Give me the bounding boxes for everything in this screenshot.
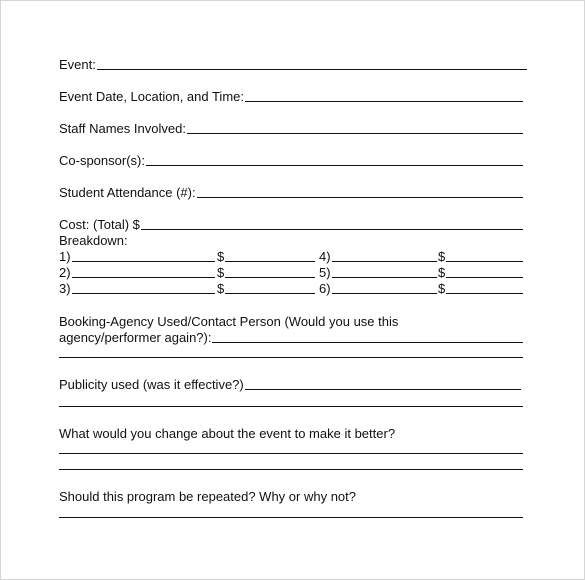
booking-agency-field[interactable] [59, 330, 523, 345]
breakdown-amount-3[interactable]: $ [217, 281, 315, 296]
publicity-field[interactable] [59, 377, 521, 392]
event-field[interactable] [59, 57, 527, 72]
cosponsor-label: Co-sponsor(s): [59, 153, 145, 168]
event-date-blank[interactable] [245, 101, 523, 102]
cosponsor-field[interactable] [59, 153, 523, 168]
staff-names-field[interactable] [59, 121, 523, 136]
change-answer-line-1[interactable] [59, 453, 523, 454]
booking-agency-label: agency/performer again?): [59, 330, 212, 345]
booking-agency-blank-line[interactable] [59, 357, 523, 358]
breakdown-item-4[interactable]: 4) [319, 249, 437, 264]
attendance-blank[interactable] [197, 197, 523, 198]
breakdown-item-1[interactable]: 1) [59, 249, 215, 264]
cost-total-field[interactable] [59, 217, 523, 232]
cost-total-blank[interactable] [141, 229, 523, 230]
cost-total-label: Cost: (Total) $ [59, 217, 140, 232]
booking-agency-blank[interactable] [212, 342, 523, 343]
breakdown-amount-5[interactable]: $ [438, 265, 523, 280]
repeat-question: Should this program be repeated? Why or why not? [59, 489, 357, 504]
event-date-label: Event Date, Location, and Time: [59, 89, 244, 104]
publicity-blank[interactable] [245, 389, 521, 390]
publicity-label: Publicity used (was it effective?) [59, 377, 244, 392]
cosponsor-blank[interactable] [146, 165, 523, 166]
event-blank[interactable] [97, 69, 527, 70]
breakdown-item-2[interactable]: 2) [59, 265, 215, 280]
booking-agency-question: Booking-Agency Used/Contact Person (Would you use this [59, 314, 399, 329]
breakdown-amount-4[interactable]: $ [438, 249, 523, 264]
change-question: What would you change about the event to make it better? [59, 426, 396, 441]
breakdown-item-3[interactable]: 3) [59, 281, 215, 296]
breakdown-amount-6[interactable]: $ [438, 281, 523, 296]
attendance-label: Student Attendance (#): [59, 185, 196, 200]
breakdown-amount-2[interactable]: $ [217, 265, 315, 280]
event-label: Event: [59, 57, 96, 72]
breakdown-item-5[interactable]: 5) [319, 265, 437, 280]
staff-names-blank[interactable] [187, 133, 523, 134]
attendance-field[interactable] [59, 185, 523, 200]
event-date-field[interactable] [59, 89, 523, 104]
change-answer-line-2[interactable] [59, 469, 523, 470]
publicity-blank-line[interactable] [59, 406, 523, 407]
repeat-answer-line[interactable] [59, 517, 523, 518]
breakdown-item-6[interactable]: 6) [319, 281, 437, 296]
staff-names-label: Staff Names Involved: [59, 121, 186, 136]
breakdown-amount-1[interactable]: $ [217, 249, 315, 264]
breakdown-label: Breakdown: [59, 233, 128, 248]
